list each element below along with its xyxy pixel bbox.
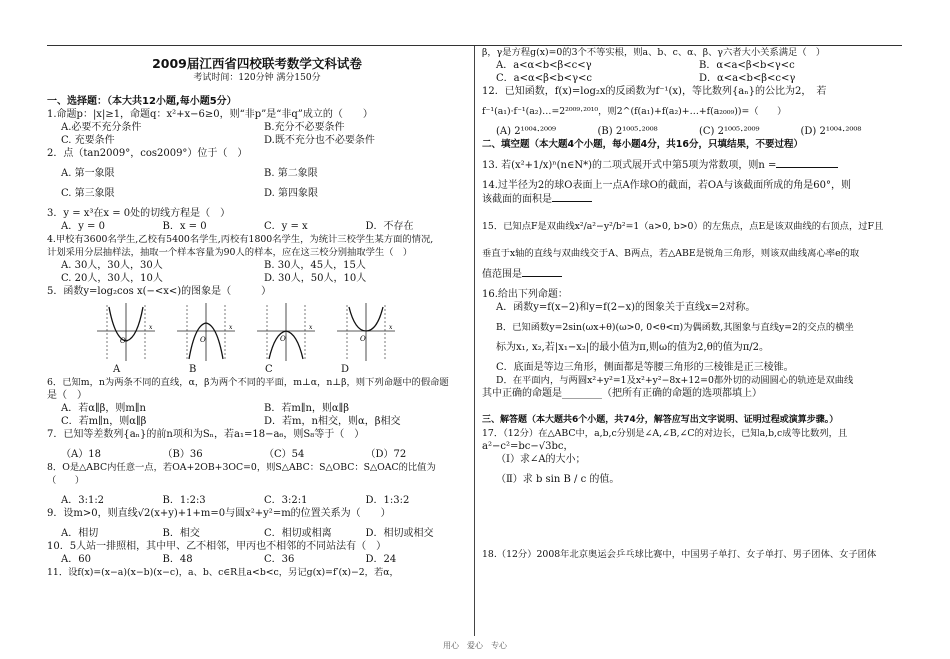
option: D．1:3:2	[365, 495, 410, 506]
q2-options	[47, 167, 467, 180]
option: (A) 2¹⁰⁰⁴⋅²⁰⁰⁹	[496, 126, 557, 137]
question-3: 3．y = x³在x = 0处的切线方程是（ ）	[47, 208, 231, 219]
option: C．36	[264, 554, 295, 565]
q5-graphs	[95, 301, 467, 363]
question-15: 15．已知点F是双曲线x²/a²−y²/b²=1（a>0, b>0）的左焦点，点E是该双曲线的右顶点，过F且	[482, 221, 884, 232]
q10-options	[47, 553, 467, 566]
option: B．1:2:3	[162, 495, 206, 506]
option: A．a<α<b<β<c<γ	[496, 60, 592, 71]
svg-text:x: x	[309, 324, 313, 331]
column-divider	[474, 46, 475, 636]
svg-text:x: x	[229, 324, 233, 331]
q16-item: B．已知函数y=2sin(ωx+θ)(ω>0, 0<θ<π)为偶函数,其图象与直线y=2的交点的横坐	[496, 322, 854, 333]
svg-text:x: x	[389, 324, 393, 331]
option: A．y = 0	[61, 221, 105, 232]
svg-text:O: O	[200, 336, 206, 344]
option: A．若α∥β，则m∥n	[61, 403, 146, 414]
q6-options	[47, 402, 467, 415]
option: A．60	[61, 554, 91, 565]
q9-options	[47, 527, 467, 540]
graph-a	[95, 301, 157, 363]
q3-options	[47, 220, 467, 233]
q11-options	[482, 59, 902, 72]
answer-blank	[776, 158, 838, 168]
graph-c	[255, 301, 317, 363]
option: C. 充要条件	[61, 135, 115, 146]
option: D．α<a<b<β<c<γ	[699, 73, 796, 84]
option: B．48	[162, 554, 193, 565]
q1-options	[47, 121, 467, 134]
question-9: 9．设m>0，则直线√2(x+y)+1+m=0与圆x²+y²=m的位置关系为（ ）	[47, 508, 391, 519]
option: D．不存在	[365, 221, 414, 232]
svg-text:O: O	[360, 335, 366, 343]
option: C．a<α<β<b<γ<c	[496, 73, 593, 84]
q13-text: 13. 若(x²+1/x)ⁿ(n∈N*)的二项式展开式中第5项为常数项，则n =	[482, 160, 777, 171]
question-14: 14.过半径为2的球O表面上一点A作球O的截面，若OA与该截面所成的角是60°，则	[482, 180, 852, 191]
option: D. 30人，50人，10人	[264, 273, 367, 284]
option: A. 第一象限	[61, 168, 115, 179]
option: D．相切或相交	[365, 528, 434, 539]
q16-item: 标为x₁, x₂,若|x₁−x₂|的最小值为π,则ω的值为2,θ的值为π/2。	[496, 342, 770, 353]
option: D. 第四象限	[264, 188, 319, 199]
graph-label: D	[341, 364, 350, 375]
q5-graph-labels	[113, 363, 467, 376]
question-1: 1.命题p：|x|≥1，命题q：x²+x−6≥0，则“非p”是“非q”成立的（ ）	[47, 109, 373, 120]
section-heading-choice: 一、选择题：（本大共12小题,每小题5分）	[47, 96, 237, 107]
answer-blank	[552, 192, 592, 202]
option: （B）36	[162, 449, 203, 460]
graph-d	[335, 301, 397, 363]
q15-text: 值范围是	[482, 269, 522, 280]
svg-text:O: O	[280, 335, 286, 343]
question-11: 11．设f(x)=(x−a)(x−b)(x−c)，a、b、c∈R且a<b<c，另记g(x)=f′(x)−2，若α，	[47, 567, 399, 578]
option: A．相切	[61, 528, 99, 539]
footer: 用心 爱心 专心	[443, 641, 507, 650]
question-8: 8．O是△ABC内任意一点，若OA+2OB+3OC=0，则S△ABC：S△OBC：S△OAC的比值为（ ）	[47, 462, 436, 486]
q12-options	[482, 125, 902, 138]
q16-item: C．底面是等边三角形，侧面都是等腰三角形的三棱锥是正三棱锥。	[496, 362, 794, 373]
graph-b	[175, 301, 237, 363]
option: (C) 2¹⁰⁰⁵⋅²⁰⁰⁹	[699, 126, 760, 137]
question-15-cont: 垂直于x轴的直线与双曲线交于A、B两点，若△ABE是锐角三角形，则该双曲线离心率e的取	[482, 248, 860, 259]
question-17: 17．（12分）在△ABC中，a,b,c分别是∠A,∠B,∠C的对边长，已知a,b,c成等比数列，且	[482, 428, 848, 439]
question-2: 2．点（tan2009°，cos2009°）位于（ ）	[47, 148, 248, 159]
right-column	[482, 46, 902, 561]
q4-options	[47, 259, 467, 272]
option: (B) 2¹⁰⁰⁵⋅²⁰⁰⁸	[597, 126, 658, 137]
question-16: 16.给出下列命题：	[482, 289, 568, 300]
exam-info: 考试时间：120分钟 满分150分	[193, 73, 321, 83]
option: B．若m∥n，则α∥β	[264, 403, 350, 414]
question-14-cont	[482, 192, 902, 206]
left-column	[47, 46, 467, 579]
question-15-end	[482, 267, 902, 281]
option: （A）18	[61, 449, 101, 460]
q8-options	[47, 494, 467, 507]
option: C．3:2:1	[264, 495, 308, 506]
q1-options-2	[47, 134, 467, 147]
question-12-cont: f⁻¹(a₁)·f⁻¹(a₂)…=2²⁰⁰⁹⋅²⁰¹⁰，则2^(f(a₁)+f(a₂)+…+f(a₂₀₀₉))=（ ）	[482, 106, 787, 117]
q6-options-2	[47, 415, 467, 428]
q17-part: （Ⅱ）求 b sin B / c 的值。	[496, 474, 620, 485]
option: C．y = x	[264, 221, 308, 232]
q4-options-2	[47, 272, 467, 285]
question-7: 7．已知等差数列{aₙ}的前n项和为Sₙ，若a₁=18−a₆，则S₈等于（ ）	[47, 429, 365, 440]
q14-text: 该截面的面积是	[482, 194, 552, 205]
q7-options	[47, 448, 467, 461]
answer-blank	[522, 267, 562, 277]
option: A. 30人，30人，30人	[61, 260, 163, 271]
q11-options-2	[482, 72, 902, 85]
option: C．若m∥n，则α∥β	[61, 416, 147, 427]
option: B. 第二象限	[264, 168, 318, 179]
question-5: 5．函数y=log₂cos x(−<x<)的图象是（ ）	[47, 286, 272, 297]
svg-text:O: O	[120, 337, 126, 345]
option: B．α<a<β<b<γ<c	[699, 60, 795, 71]
q2-options-2	[47, 187, 467, 200]
option: B.充分不必要条件	[264, 122, 345, 133]
q16-item: D．在平面内，与两圆x²+y²=1及x²+y²−8x+12=0都外切的动圆圆心的轨迹是双曲线	[496, 375, 854, 386]
option: B．相交	[162, 528, 200, 539]
question-13	[482, 158, 902, 172]
graph-label: A	[113, 364, 121, 375]
option: A.必要不充分条件	[61, 122, 142, 133]
option: C．相切或相离	[264, 528, 332, 539]
option: B. 30人，45人，15人	[264, 260, 366, 271]
page-title: 2009届江西省四校联考数学文科试卷	[152, 56, 362, 71]
question-17-cond: a²−c²=bc−√3bc，	[482, 441, 574, 452]
question-12: 12．已知函数，f(x)=log₂x的反函数为f⁻¹(x)，等比数列{aₙ}的公比为2， 若	[482, 86, 827, 97]
question-4-cont: 计划采用分层抽样法，抽取一个样本容量为90人的样本，应在这三校分别抽取学生（ ）	[47, 247, 413, 258]
question-11-cont: β，γ是方程g(x)=0的3个不等实根，则a、b、c、α、β、γ六者大小关系满足（ ）	[482, 47, 826, 58]
q17-part: （Ⅰ）求∠A的大小；	[496, 454, 586, 465]
option: C. 第三象限	[61, 188, 115, 199]
option: C. 20人，30人，10人	[61, 273, 163, 284]
section-heading-answer: 三、解答题（本大题共6个小题，共74分，解答应写出文字说明、证明过程或演算步骤。）	[482, 415, 839, 425]
question-10: 10．5人站一排照相，其中甲、乙不相邻，甲丙也不相邻的不同站法有（ ）	[47, 541, 387, 552]
option: (D) 2¹⁰⁰⁴⋅²⁰⁰⁸	[800, 126, 862, 137]
section-heading-fill: 二、填空题（本大题4个小题，每小题4分，共16分，只填结果，不要过程）	[482, 139, 803, 150]
option: B．x = 0	[162, 221, 207, 232]
question-18: 18.（12分）2008年北京奥运会乒乓球比赛中，中国男子单打、女子单打、男子团体、女子团体	[482, 549, 877, 560]
option: D．24	[365, 554, 397, 565]
option: A．3:1:2	[61, 495, 105, 506]
q16-item: A．函数y=f(x−2)和y=f(2−x)的图象关于直线x=2对称。	[496, 302, 756, 313]
q16-conclusion: 其中正确的命题是________（把所有正确的命题的选项都填上）	[482, 388, 762, 399]
option: （D）72	[365, 449, 407, 460]
question-6: 6．已知m，n为两条不同的直线，α，β为两个不同的平面，m⊥α，n⊥β，则下列命题中的假命题	[47, 377, 449, 388]
option: D.既不充分也不必要条件	[264, 135, 375, 146]
graph-label: C	[265, 364, 273, 375]
option: （C）54	[264, 449, 305, 460]
question-4: 4.甲校有3600名学生,乙校有5400名学生,丙校有1800名学生，为统计三校学生某方面的情况,	[47, 234, 434, 245]
question-6-cont: 是（ ）	[47, 390, 87, 401]
graph-label: B	[189, 364, 197, 375]
svg-text:x: x	[149, 324, 153, 331]
option: D．若m，n相交，则α，β相交	[264, 416, 401, 427]
